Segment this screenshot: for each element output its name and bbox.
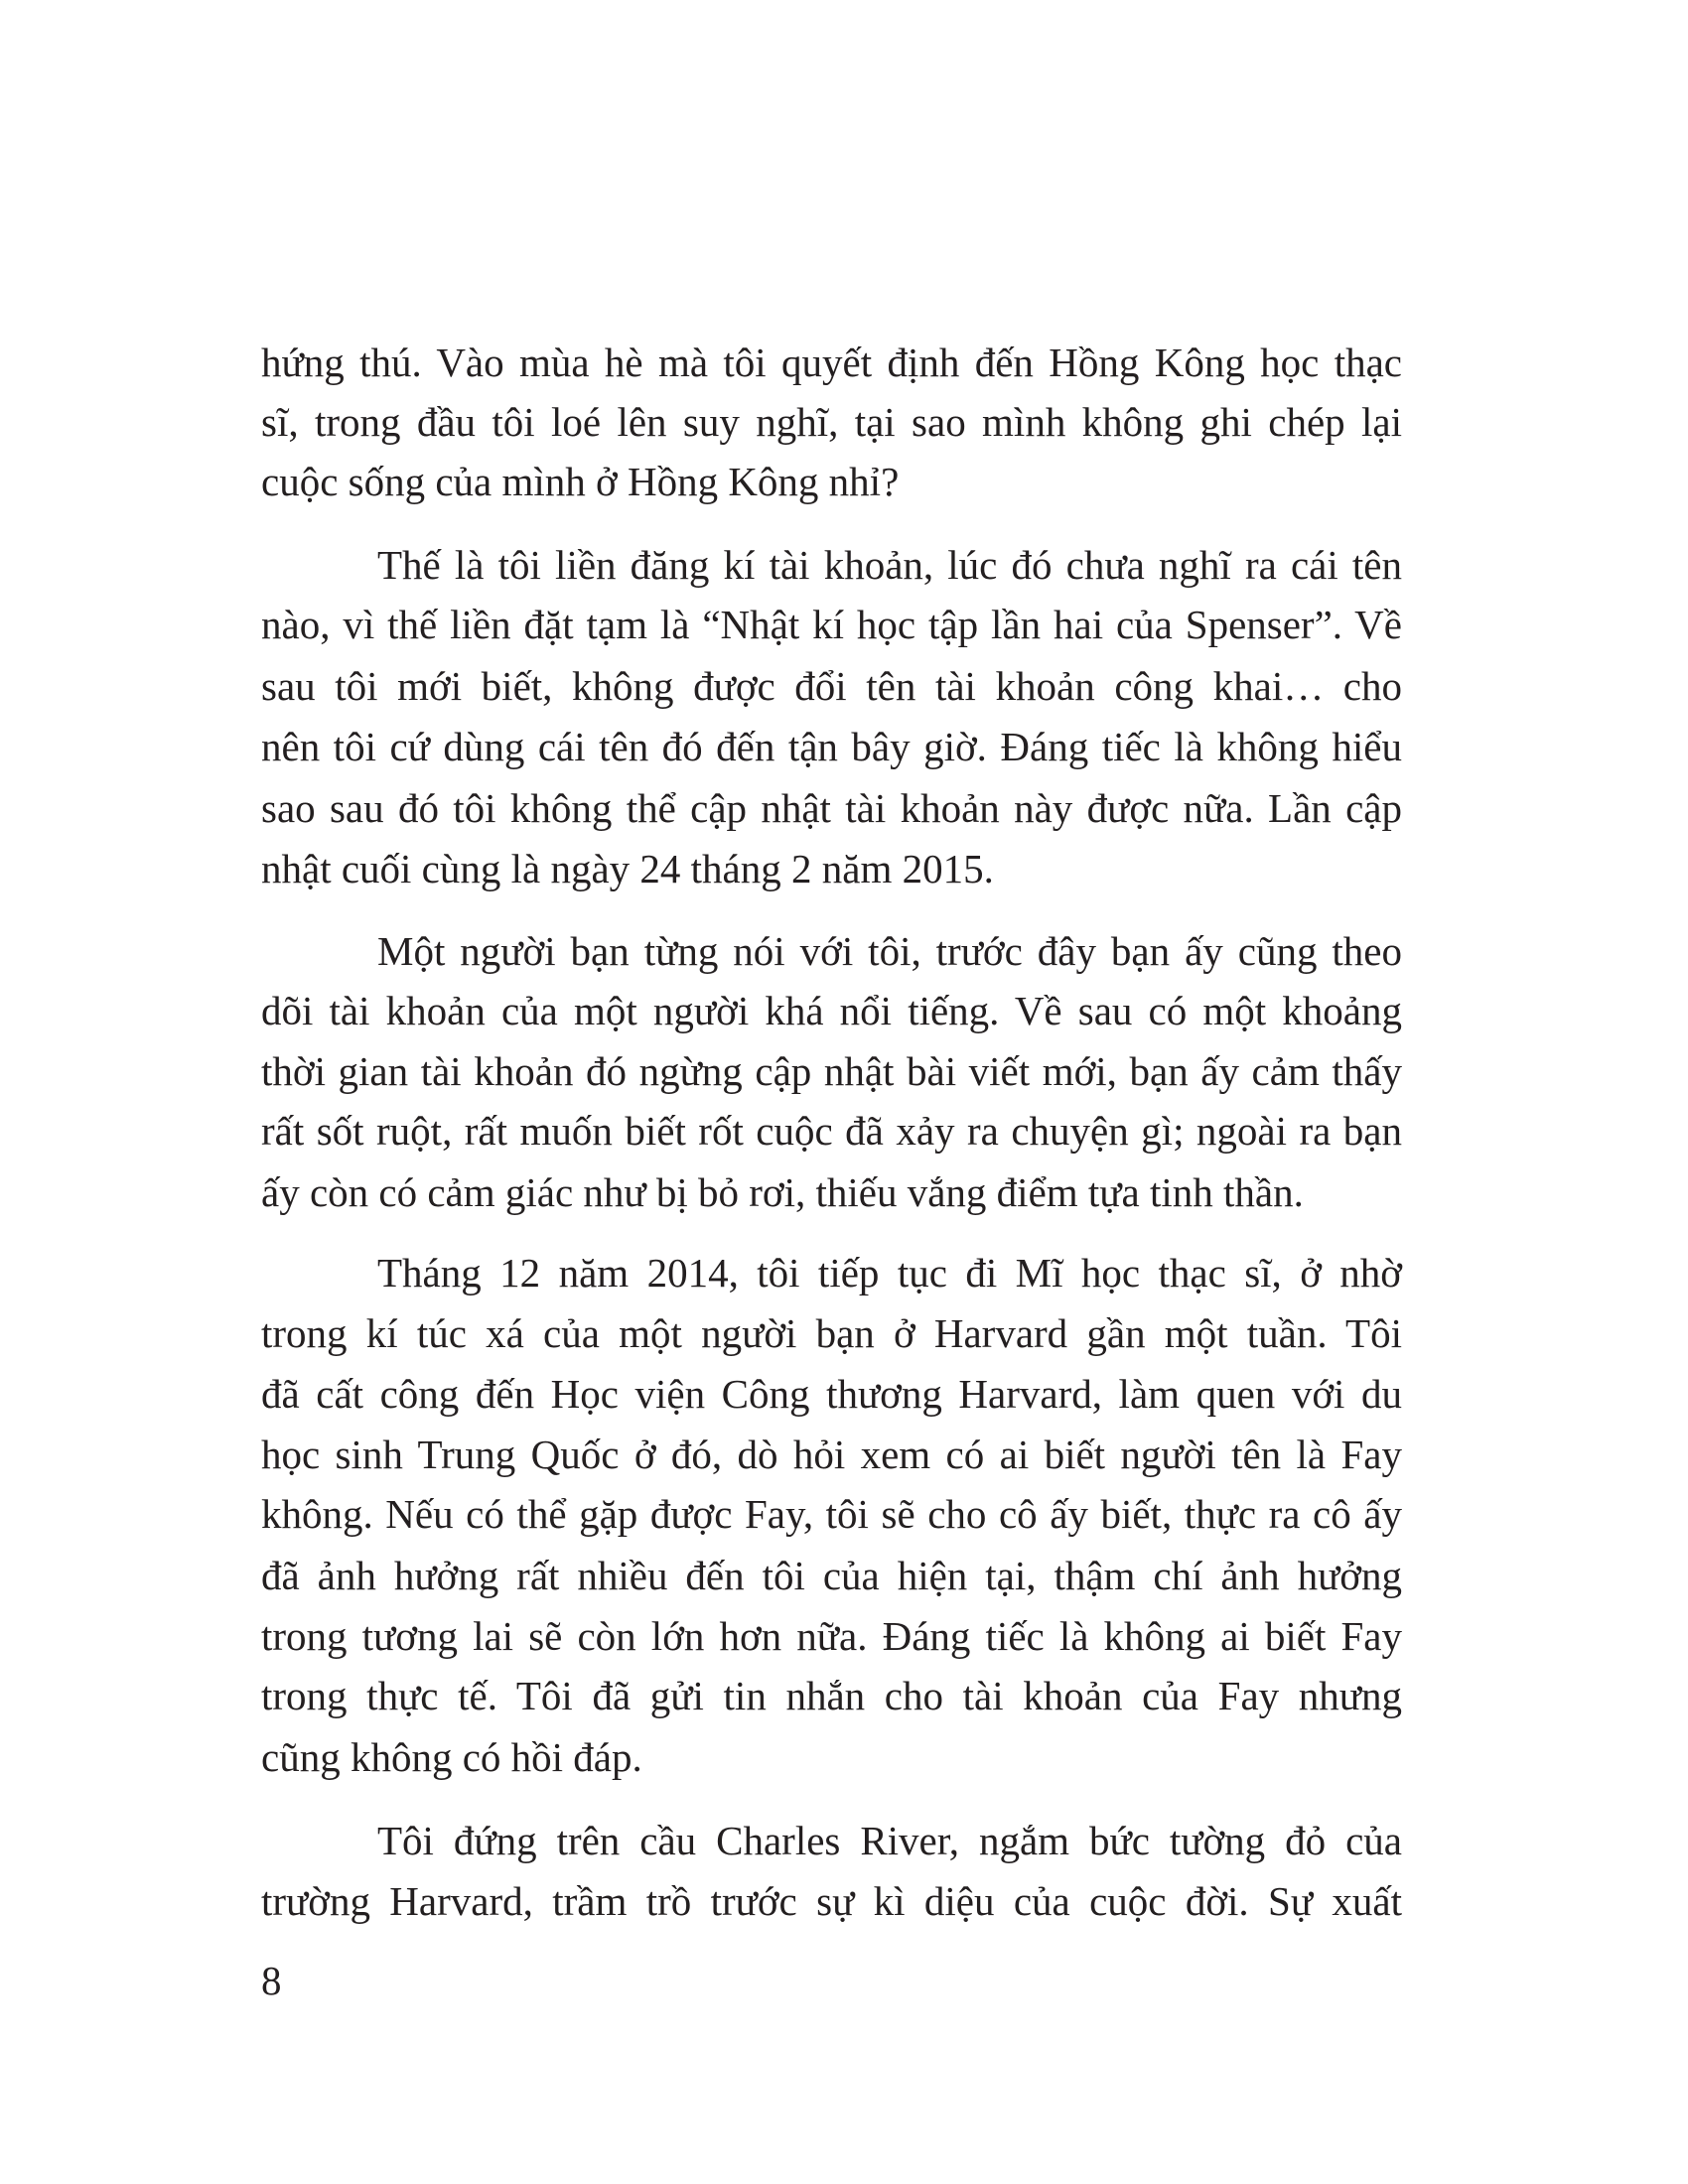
- text-line: sĩ, trong đầu tôi loé lên suy nghĩ, tại sao mình không ghi chép lại: [261, 399, 1402, 445]
- text-line: trường Harvard, trầm trồ trước sự kì diệu của cuộc đời. Sự xuất: [261, 1878, 1402, 1924]
- text-line: thời gian tài khoản đó ngừng cập nhật bài viết mới, bạn ấy cảm thấy: [261, 1048, 1402, 1094]
- text-line: cũng không có hồi đáp.: [261, 1734, 642, 1780]
- text-line: không. Nếu có thể gặp được Fay, tôi sẽ cho cô ấy biết, thực ra cô ấy: [261, 1491, 1402, 1537]
- text-line: Tháng 12 năm 2014, tôi tiếp tục đi Mĩ học thạc sĩ, ở nhờ: [377, 1250, 1402, 1296]
- text-line: Một người bạn từng nói với tôi, trước đây bạn ấy cũng theo: [377, 928, 1402, 974]
- text-line: đã ảnh hưởng rất nhiều đến tôi của hiện tại, thậm chí ảnh hưởng: [261, 1553, 1402, 1598]
- text-line: ấy còn có cảm giác như bị bỏ rơi, thiếu vắng điểm tựa tinh thần.: [261, 1169, 1304, 1215]
- text-line: rất sốt ruột, rất muốn biết rốt cuộc đã xảy ra chuyện gì; ngoài ra bạn: [261, 1108, 1402, 1154]
- text-line: trong kí túc xá của một người bạn ở Harvard gần một tuần. Tôi: [261, 1310, 1402, 1356]
- text-line: cuộc sống của mình ở Hồng Kông nhỉ?: [261, 459, 900, 504]
- text-line: hứng thú. Vào mùa hè mà tôi quyết định đến Hồng Kông học thạc: [261, 340, 1402, 385]
- text-line: sao sau đó tôi không thể cập nhật tài khoản này được nữa. Lần cập: [261, 785, 1402, 831]
- text-line: nào, vì thế liền đặt tạm là “Nhật kí học tập lần hai của Spenser”. Về: [261, 602, 1402, 647]
- text-line: dõi tài khoản của một người khá nổi tiếng. Về sau có một khoảng: [261, 988, 1402, 1033]
- text-line: trong tương lai sẽ còn lớn hơn nữa. Đáng tiếc là không ai biết Fay: [261, 1613, 1402, 1659]
- text-line: học sinh Trung Quốc ở đó, dò hỏi xem có ai biết người tên là Fay: [261, 1432, 1402, 1477]
- text-line: Thế là tôi liền đăng kí tài khoản, lúc đó chưa nghĩ ra cái tên: [377, 542, 1402, 588]
- text-line: sau tôi mới biết, không được đổi tên tài khoản công khai… cho: [261, 663, 1402, 709]
- text-line: Tôi đứng trên cầu Charles River, ngắm bức tường đỏ của: [377, 1818, 1402, 1863]
- text-line: nên tôi cứ dùng cái tên đó đến tận bây giờ. Đáng tiếc là không hiểu: [261, 724, 1402, 769]
- text-line: nhật cuối cùng là ngày 24 tháng 2 năm 2015.: [261, 846, 994, 891]
- text-line: đã cất công đến Học viện Công thương Harvard, làm quen với du: [261, 1371, 1402, 1417]
- page-number: 8: [261, 1958, 282, 2003]
- text-line: trong thực tế. Tôi đã gửi tin nhắn cho tài khoản của Fay nhưng: [261, 1673, 1402, 1718]
